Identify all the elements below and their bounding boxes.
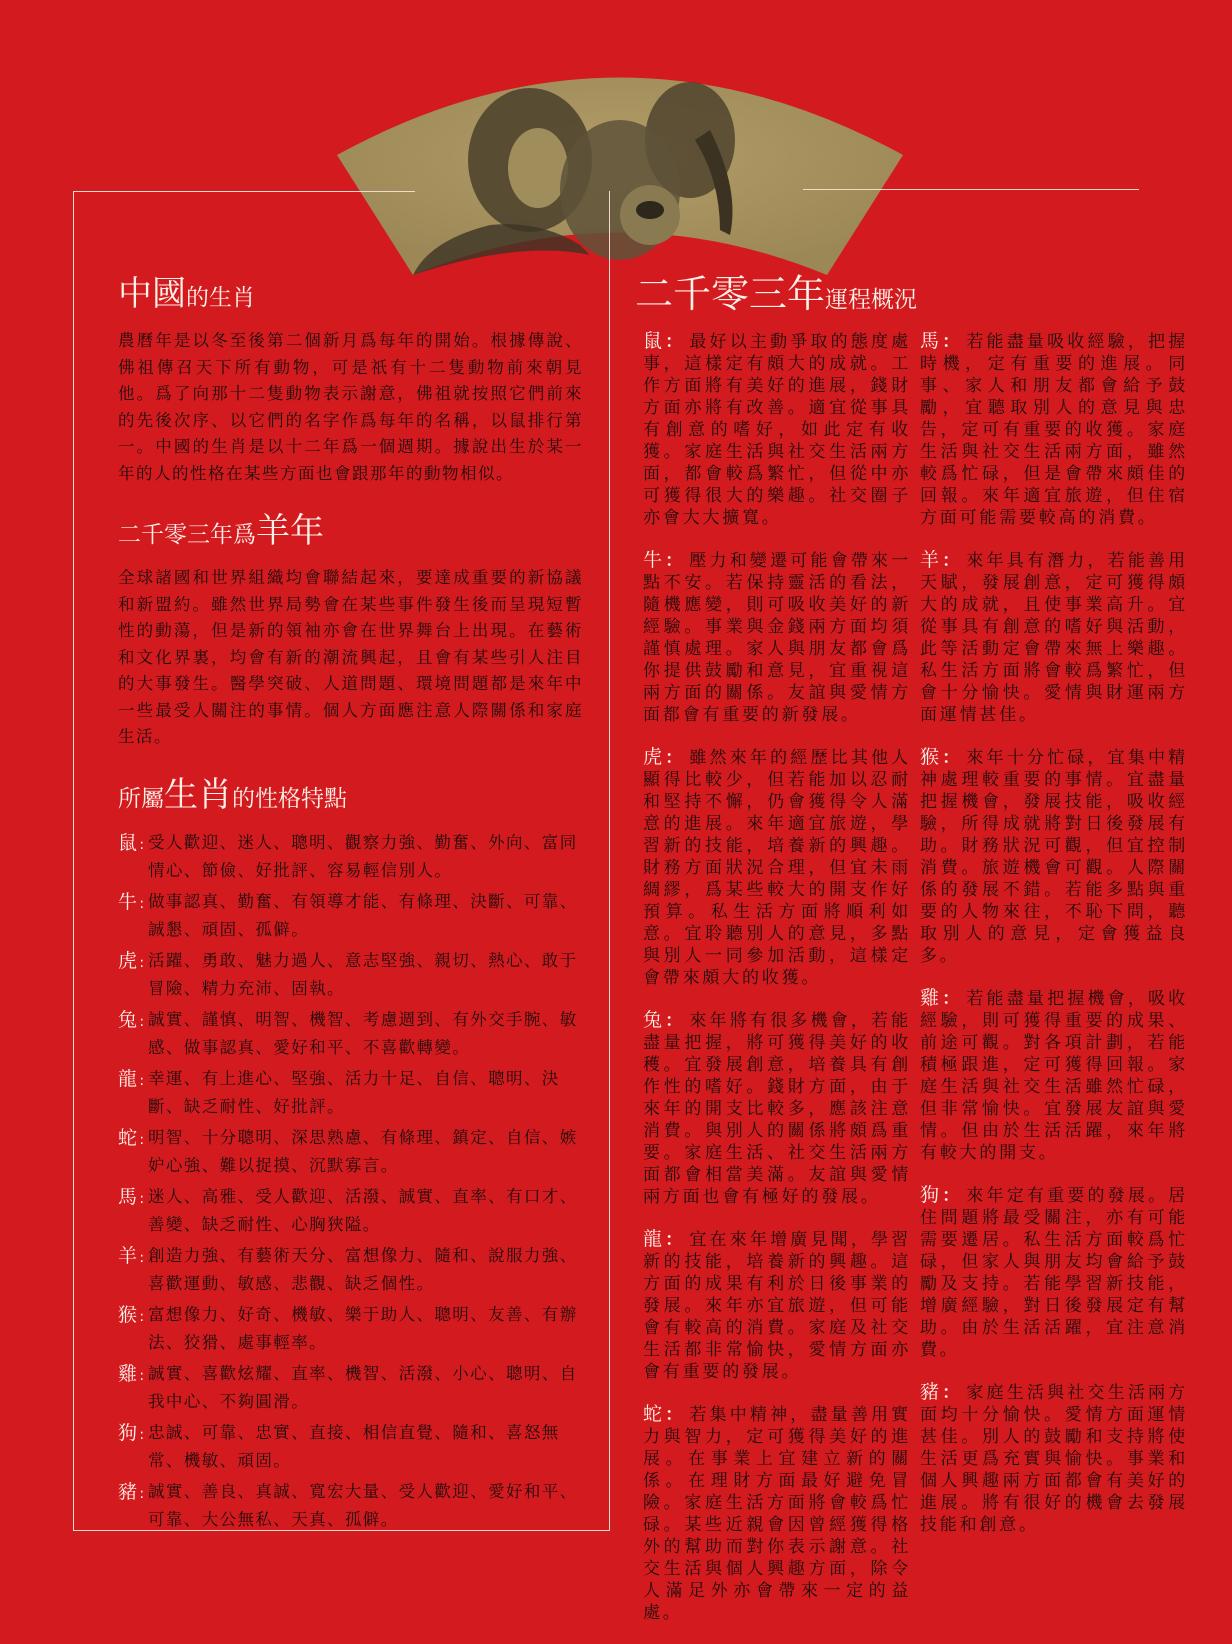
trait-item [118, 1419, 583, 1475]
fortune-text: 家庭生活與社交生活兩方面均十分愉快。愛情方面運情甚佳。別人的鼓勵和支持將使生活更爲充實與愉快。事業和個人興趣兩方面都會有美好的進展。將有很好的機會去發展技能和創意。 [920, 1383, 1188, 1535]
trait-text: 幸運、有上進心、堅強、活力十足、自信、聰明、決斷、缺乏耐性、好批評。 [148, 1068, 560, 1116]
fortune-item [643, 746, 911, 989]
fortune-item [920, 1381, 1188, 1536]
ram-photo-fan [320, 40, 920, 290]
fortune-column-left [643, 330, 911, 1644]
fortune-item [643, 1228, 911, 1383]
fortune-animal: 鼠 [643, 330, 666, 352]
trait-animal: 羊 : [118, 1242, 146, 1272]
trait-animal: 狗 : [118, 1419, 146, 1449]
trait-item [118, 1183, 583, 1239]
fortune-animal: 虎 [643, 746, 666, 768]
fortune-animal: 牛 [643, 549, 666, 571]
fortune-colon: ： [942, 989, 963, 1009]
fortune-item [643, 330, 911, 529]
fortune-animal: 羊 [920, 549, 943, 571]
trait-item [118, 1006, 583, 1062]
trait-item [118, 1065, 583, 1121]
fortune-colon: ： [942, 551, 963, 571]
fortune-colon: ： [942, 332, 963, 352]
fortune-text: 若能盡量把握機會，吸收經驗，則可獲得重要的成果、前途可觀。對各項計劃，若能積極跟進，定可獲得回報。家庭生活與社交生活雖然忙碌，但非常愉快。宜發展友誼與愛情。但由於生活活躍，來年將有較大的開支。 [920, 989, 1188, 1163]
trait-text: 做事認真、勤奮、有領導才能、有條理、決斷、可靠、誠懇、頑固、孤僻。 [148, 891, 578, 939]
year-heading-small: 二千零三年爲 [118, 522, 256, 548]
trait-item [118, 1242, 583, 1298]
fortune-text: 來年具有潛力，若能善用天賦，發展創意，定可獲得頗大的成就，且使事業高升。宜從事具有創意的嗜好與活動，此等活動定會帶來無上樂趣。私生活方面將會較爲繁忙，但會十分愉快。愛情與財運兩方面運情甚佳。 [920, 551, 1188, 725]
trait-animal: 蛇 : [118, 1124, 146, 1154]
fortune-colon: ： [665, 1405, 686, 1425]
left-column [118, 272, 583, 1537]
fortune-item [920, 746, 1188, 967]
intro-heading-rest: 的生肖 [186, 285, 255, 311]
trait-text: 創造力強、有藝術天分、富想像力、隨和、說服力強、喜歡運動、敏感、悲觀、缺乏個性。 [148, 1245, 578, 1293]
fortune-text: 宜在來年增廣見聞，學習新的技能，培養新的興趣。這方面的成果有利於日後事業的發展。來年亦宜旅遊，但可能會有較高的消費。家庭及社交生活都非常愉快，愛情方面亦會有重要的發展。 [643, 1230, 911, 1382]
traits-heading-a: 所屬 [118, 785, 164, 812]
fortune-text: 最好以主動爭取的態度處事，這樣定有頗大的成就。工作方面將有美好的進展，錢財方面亦將有改善。適宜從事具有創意的嗜好，如此定有收獲。家庭生活與社交生活兩方面，都會較爲繁忙，但從中亦可獲得很大的樂趣。社交圈子亦會大大擴寬。 [643, 332, 911, 528]
frame-divider-line [609, 191, 610, 1531]
fortune-text: 若集中精神，盡量善用實力與智力，定可獲得美好的進展。在事業上宜建立新的關係。在理財方面最好避免冒險。家庭生活方面將會較爲忙碌。某些近親會因曾經獲得格外的幫助而對你表示謝意。社交生活與個人興趣方面，除令人滿足外亦會帶來一定的益處。 [643, 1405, 911, 1623]
intro-paragraph: 農曆年是以冬至後第二個新月爲每年的開始。根據傳說、佛祖傳召天下所有動物，可是祇有十二隻動物前來朝見他。爲了向那十二隻動物表示謝意，佛祖就按照它們前來的先後次序、以它們的名字作爲每年的名稱，以鼠排行第一。中國的生肖是以十二年爲一個週期。據說出生於某一年的人的性格在某些方面也會跟那年的動物相似。 [118, 331, 583, 483]
frame-top-right-line [803, 189, 1139, 190]
fortune-text: 來年將有很多機會，若能盡量把握，將可獲得美好的收穫。宜發展創意，培養具有創作性的嗜好。錢財方面，由于來年的開支比較多，應該注意消費。與別人的關係將頗爲重要。家庭生活、社交生活兩方面都會相當美滿。友誼與愛情兩方面也會有極好的發展。 [643, 1011, 911, 1207]
trait-item [118, 1301, 583, 1357]
trait-item [118, 1360, 583, 1416]
year-heading [118, 509, 583, 559]
fortune-colon: ： [665, 332, 686, 352]
fortune-animal: 猴 [920, 746, 943, 768]
fortune-item [920, 1184, 1188, 1361]
fortune-colon: ： [942, 748, 963, 768]
trait-text: 誠實、善良、真誠、寬宏大量、受人歡迎、愛好和平、可靠、大公無私、天真、孤僻。 [148, 1481, 578, 1529]
trait-item [118, 888, 583, 944]
fortune-text: 雖然來年的經歷比其他人顯得比較少，但若能加以忍耐和堅持不懈，仍會獲得令人滿意的進展。來年適宜旅遊，學習新的技能，培養新的興趣。財務方面狀況合理，但宜未雨綢繆，爲某些較大的開支作好預算。私生活方面將順利如意。宜聆聽別人的意見，多點與別人一同參加活動，這樣定會帶來頗大的收獲。 [643, 748, 911, 988]
traits-heading-big: 生肖 [164, 774, 232, 815]
fortune-colon: ： [942, 1186, 963, 1206]
traits-list [118, 829, 583, 1534]
trait-text: 富想像力、好奇、機敏、樂于助人、聰明、友善、有辦法、狡猾、處事輕率。 [148, 1304, 578, 1352]
fortune-colon: ： [665, 551, 686, 571]
fortune-item [643, 549, 911, 726]
fortune-item [920, 330, 1188, 529]
traits-heading [118, 773, 583, 823]
fortune-colon: ： [665, 1230, 686, 1250]
trait-animal: 鼠 : [118, 829, 146, 859]
fortune-animal: 馬 [920, 330, 943, 352]
trait-item [118, 1124, 583, 1180]
fortune-animal: 狗 [920, 1184, 943, 1206]
fortune-animal: 雞 [920, 987, 943, 1009]
trait-animal: 牛 : [118, 888, 146, 918]
trait-text: 受人歡迎、迷人、聰明、觀察力強、勤奮、外向、富同情心、節儉、好批評、容易輕信別人。 [148, 832, 578, 880]
trait-text: 活躍、勇敢、魅力過人、意志堅強、親切、熱心、敢于冒險、精力充沛、固執。 [148, 950, 578, 998]
fortune-animal: 豬 [920, 1381, 943, 1403]
trait-text: 迷人、高雅、受人歡迎、活潑、誠實、直率、有口才、善變、缺乏耐性、心胸狹隘。 [148, 1186, 578, 1234]
trait-animal: 兔 : [118, 1006, 146, 1036]
trait-animal: 龍 : [118, 1065, 146, 1095]
fortune-text: 來年定有重要的發展。居住問題將最受關注，亦有可能需要遷居。私生活方面較爲忙碌，但家人與朋友均會給予鼓勵及支持。若能學習新技能，增廣經驗，對日後發展定有幫助。由於生活活躍，宜注意消費。 [920, 1186, 1188, 1360]
traits-heading-b: 的性格特點 [232, 785, 347, 812]
fortune-colon: ： [942, 1383, 963, 1403]
year-heading-big: 羊年 [256, 511, 324, 551]
intro-heading [118, 272, 583, 322]
trait-animal: 豬 : [118, 1478, 146, 1508]
fortune-item [643, 1009, 911, 1208]
fortune-text: 壓力和變遷可能會帶來一點不安。若保持靈活的看法，隨機應變，則可吸收美好的新經驗。事業與金錢兩方面均須謹慎處理。家人與朋友都會爲你提供鼓勵和意見，宜重視這兩方面的關係。友誼與愛情方面都會有重要的新發展。 [643, 551, 911, 725]
intro-heading-big: 中國 [118, 274, 186, 314]
trait-item [118, 947, 583, 1003]
trait-text: 忠誠、可靠、忠實、直接、相信直覺、隨和、喜怒無常、機敏、頑固。 [148, 1422, 560, 1470]
trait-animal: 猴 : [118, 1301, 146, 1331]
trait-item [118, 829, 583, 885]
fortune-colon: ： [665, 748, 686, 768]
fortune-animal: 龍 [643, 1228, 666, 1250]
fortune-animal: 兔 [643, 1009, 666, 1031]
fortune-item [920, 987, 1188, 1164]
year-paragraph: 全球諸國和世界組織均會聯結起來，要達成重要的新協議和新盟約。雖然世界局勢會在某些事件發生後而呈現短暫性的動蕩，但是新的領袖亦會在世界舞台上出現。在藝術和文化界裏，均會有新的潮流興起，且會有某些引人注目的大事發生。醫學突破、人道問題、環境問題都是來年中一些最受人關注的事情。個人方面應注意人際關係和家庭生活。 [118, 568, 583, 746]
fortune-heading-rest: 運程概況 [825, 287, 918, 313]
fortune-text: 若能盡量吸收經驗，把握時機，定有重要的進展。同事、家人和朋友都會給予鼓勵，宜聽取別人的意見與忠告，定可有重要的收獲。家庭生活與社交生活兩方面，雖然較爲忙碌，但是會帶來頗佳的回報。來年適宜旅遊，但住宿方面可能需要較高的消費。 [920, 332, 1188, 528]
trait-text: 誠實、喜歡炫耀、直率、機智、活潑、小心、聰明、自我中心、不夠圓滑。 [148, 1363, 578, 1411]
trait-animal: 虎 : [118, 947, 146, 977]
frame-left-line [73, 191, 74, 1531]
fortune-column-right [920, 330, 1188, 1556]
trait-animal: 雞 : [118, 1360, 146, 1390]
fortune-colon: ： [665, 1011, 686, 1031]
fortune-item [643, 1403, 911, 1624]
fortune-heading-big: 二千零三年 [635, 272, 826, 316]
fortune-item [920, 549, 1188, 726]
fortune-animal: 蛇 [643, 1403, 666, 1425]
trait-item [118, 1478, 583, 1534]
trait-text: 明智、十分聰明、深思熟慮、有條理、鎮定、自信、嫉妒心強、難以捉摸、沉默寡言。 [148, 1127, 578, 1175]
trait-animal: 馬 : [118, 1183, 146, 1213]
fortune-heading [635, 272, 917, 324]
fortune-text: 來年十分忙碌，宜集中精神處理較重要的事情。宜盡量把握機會，發展技能，吸收經驗，所得成就將對日後發展有助。財務狀況可觀，但宜控制消費。旅遊機會可觀。人際關係的發展不錯。若能多點與重要的人物來往，不恥下問，聽取別人的意見，定會獲益良多。 [920, 748, 1188, 966]
trait-text: 誠實、謹慎、明智、機智、考慮週到、有外交手腕、敏感、做事認真、愛好和平、不喜歡轉變。 [148, 1009, 578, 1057]
frame-top-left-line [73, 191, 415, 192]
